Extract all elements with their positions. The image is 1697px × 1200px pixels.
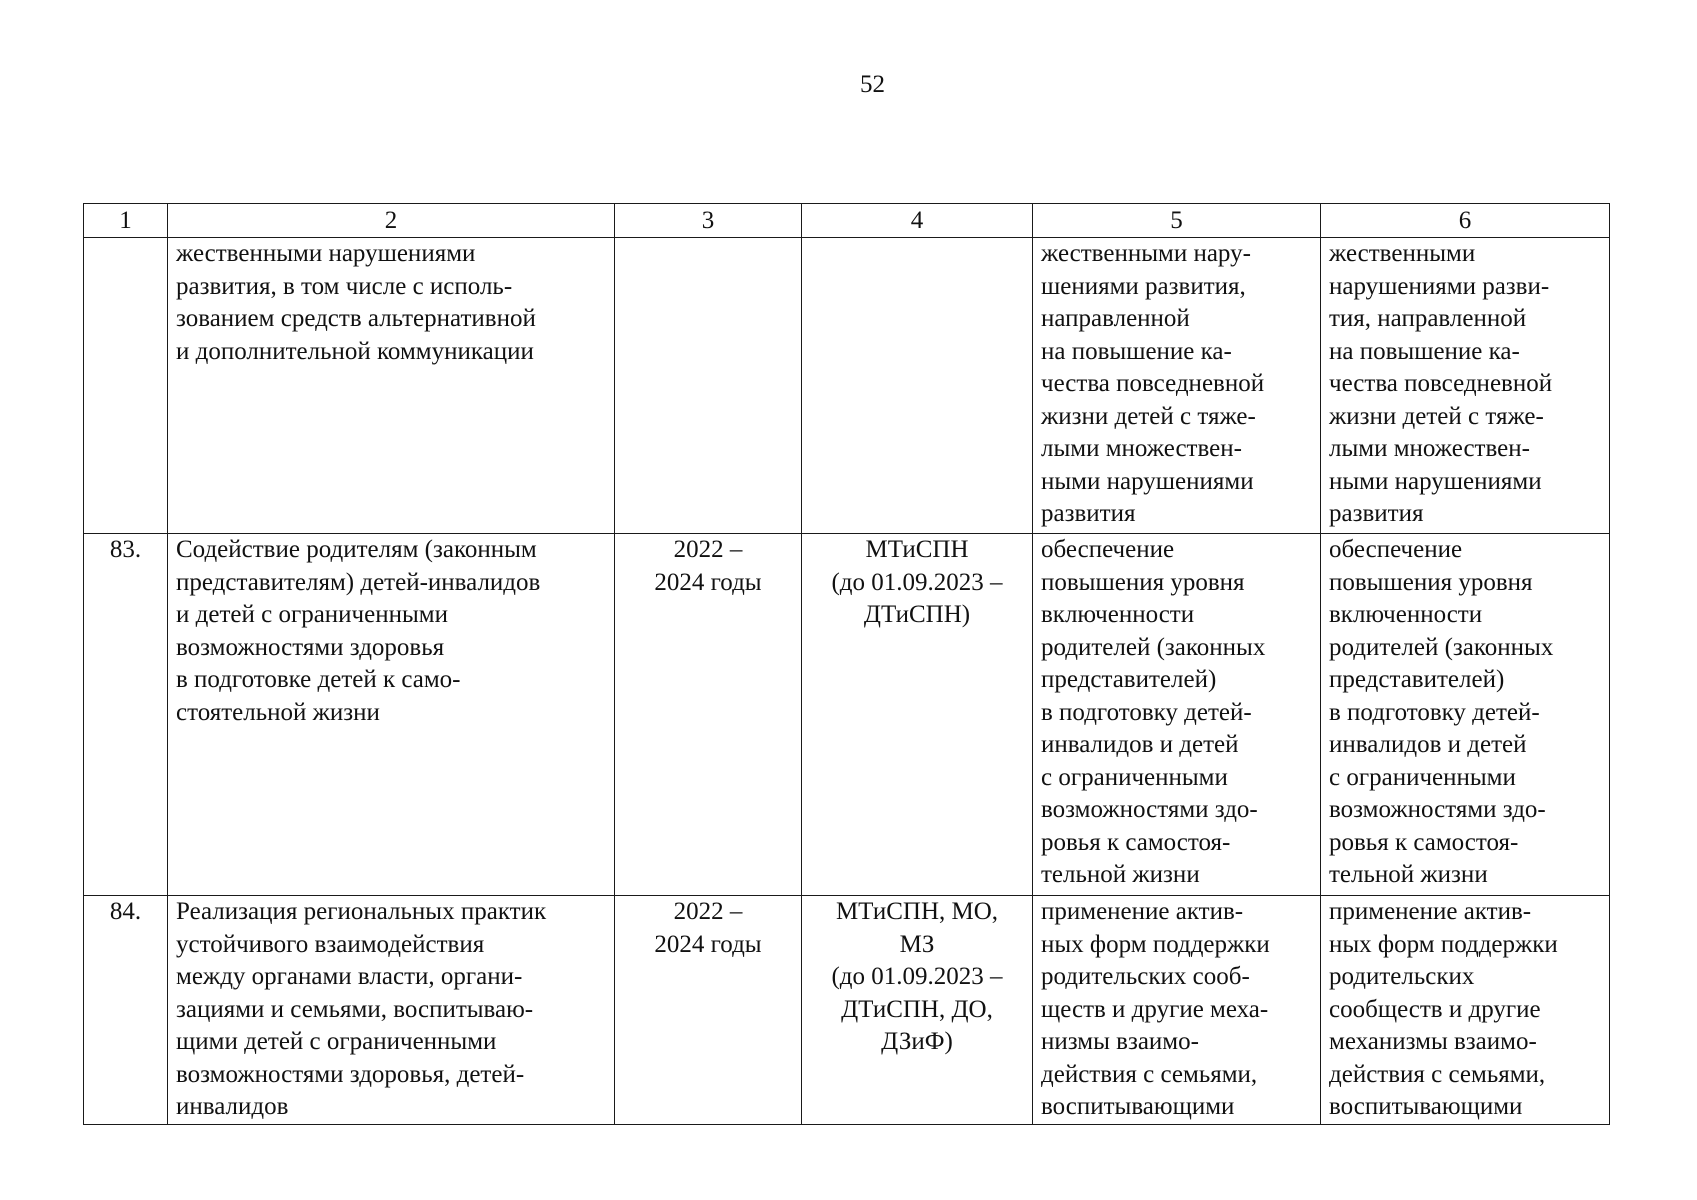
result-cell: применение актив- ных форм поддержки родительских сооб- ществ и другие меха- низмы взаимо- действия с семьями, воспитывающими [1033,896,1321,1125]
executor-cell: МТиСПН, МО, МЗ (до 01.09.2023 – ДТиСПН, ДО, ДЗиФ) [802,896,1033,1125]
period-cell: 2022 – 2024 годы [615,896,802,1125]
event-cell: Реализация региональных практик устойчивого взаимодействия между органами власти, органи- зациями и семьями, воспитываю- щими детей с ограниченными возможностями здоровья, детей- инвалидов [168,896,615,1125]
column-header-2: 2 [168,204,615,238]
event-cell: жественными нарушениями развития, в том числе с исполь- зованием средств альтернативной и дополнительной коммуникации [168,238,615,534]
page-number: 52 [860,71,885,98]
column-header-6: 6 [1321,204,1610,238]
table-row [84,896,1610,1125]
column-header-4: 4 [802,204,1033,238]
indicator-cell: жественными нарушениями разви- тия, направленной на повышение ка- чества повседневной жизни детей с тяже- лыми множествен- ными нарушениями развития [1321,238,1610,534]
table-header-row [84,204,1610,238]
table-row [84,238,1610,534]
event-cell: Содействие родителям (законным представителям) детей-инвалидов и детей с ограниченными возможностями здоровья в подготовке детей к само- стоятельной жизни [168,534,615,896]
table-row [84,534,1610,896]
row-number: 84. [84,896,168,1125]
result-cell: жественными нару- шениями развития, направленной на повышение ка- чества повседневной жизни детей с тяже- лыми множествен- ными нарушениями развития [1033,238,1321,534]
column-header-1: 1 [84,204,168,238]
column-header-5: 5 [1033,204,1321,238]
indicator-cell: обеспечение повышения уровня включенности родителей (законных представителей) в подготовку детей- инвалидов и детей с ограниченными возможностями здо- ровья к самостоя- тельной жизни [1321,534,1610,896]
result-cell: обеспечение повышения уровня включенности родителей (законных представителей) в подготовку детей- инвалидов и детей с ограниченными возможностями здо- ровья к самостоя- тельной жизни [1033,534,1321,896]
executor-cell: МТиСПН (до 01.09.2023 – ДТиСПН) [802,534,1033,896]
row-number: 83. [84,534,168,896]
measures-table [83,203,1610,1125]
executor-cell [802,238,1033,534]
row-number [84,238,168,534]
period-cell [615,238,802,534]
indicator-cell: применение актив- ных форм поддержки родительских сообществ и другие механизмы взаимо- действия с семьями, воспитывающими [1321,896,1610,1125]
period-cell: 2022 – 2024 годы [615,534,802,896]
column-header-3: 3 [615,204,802,238]
